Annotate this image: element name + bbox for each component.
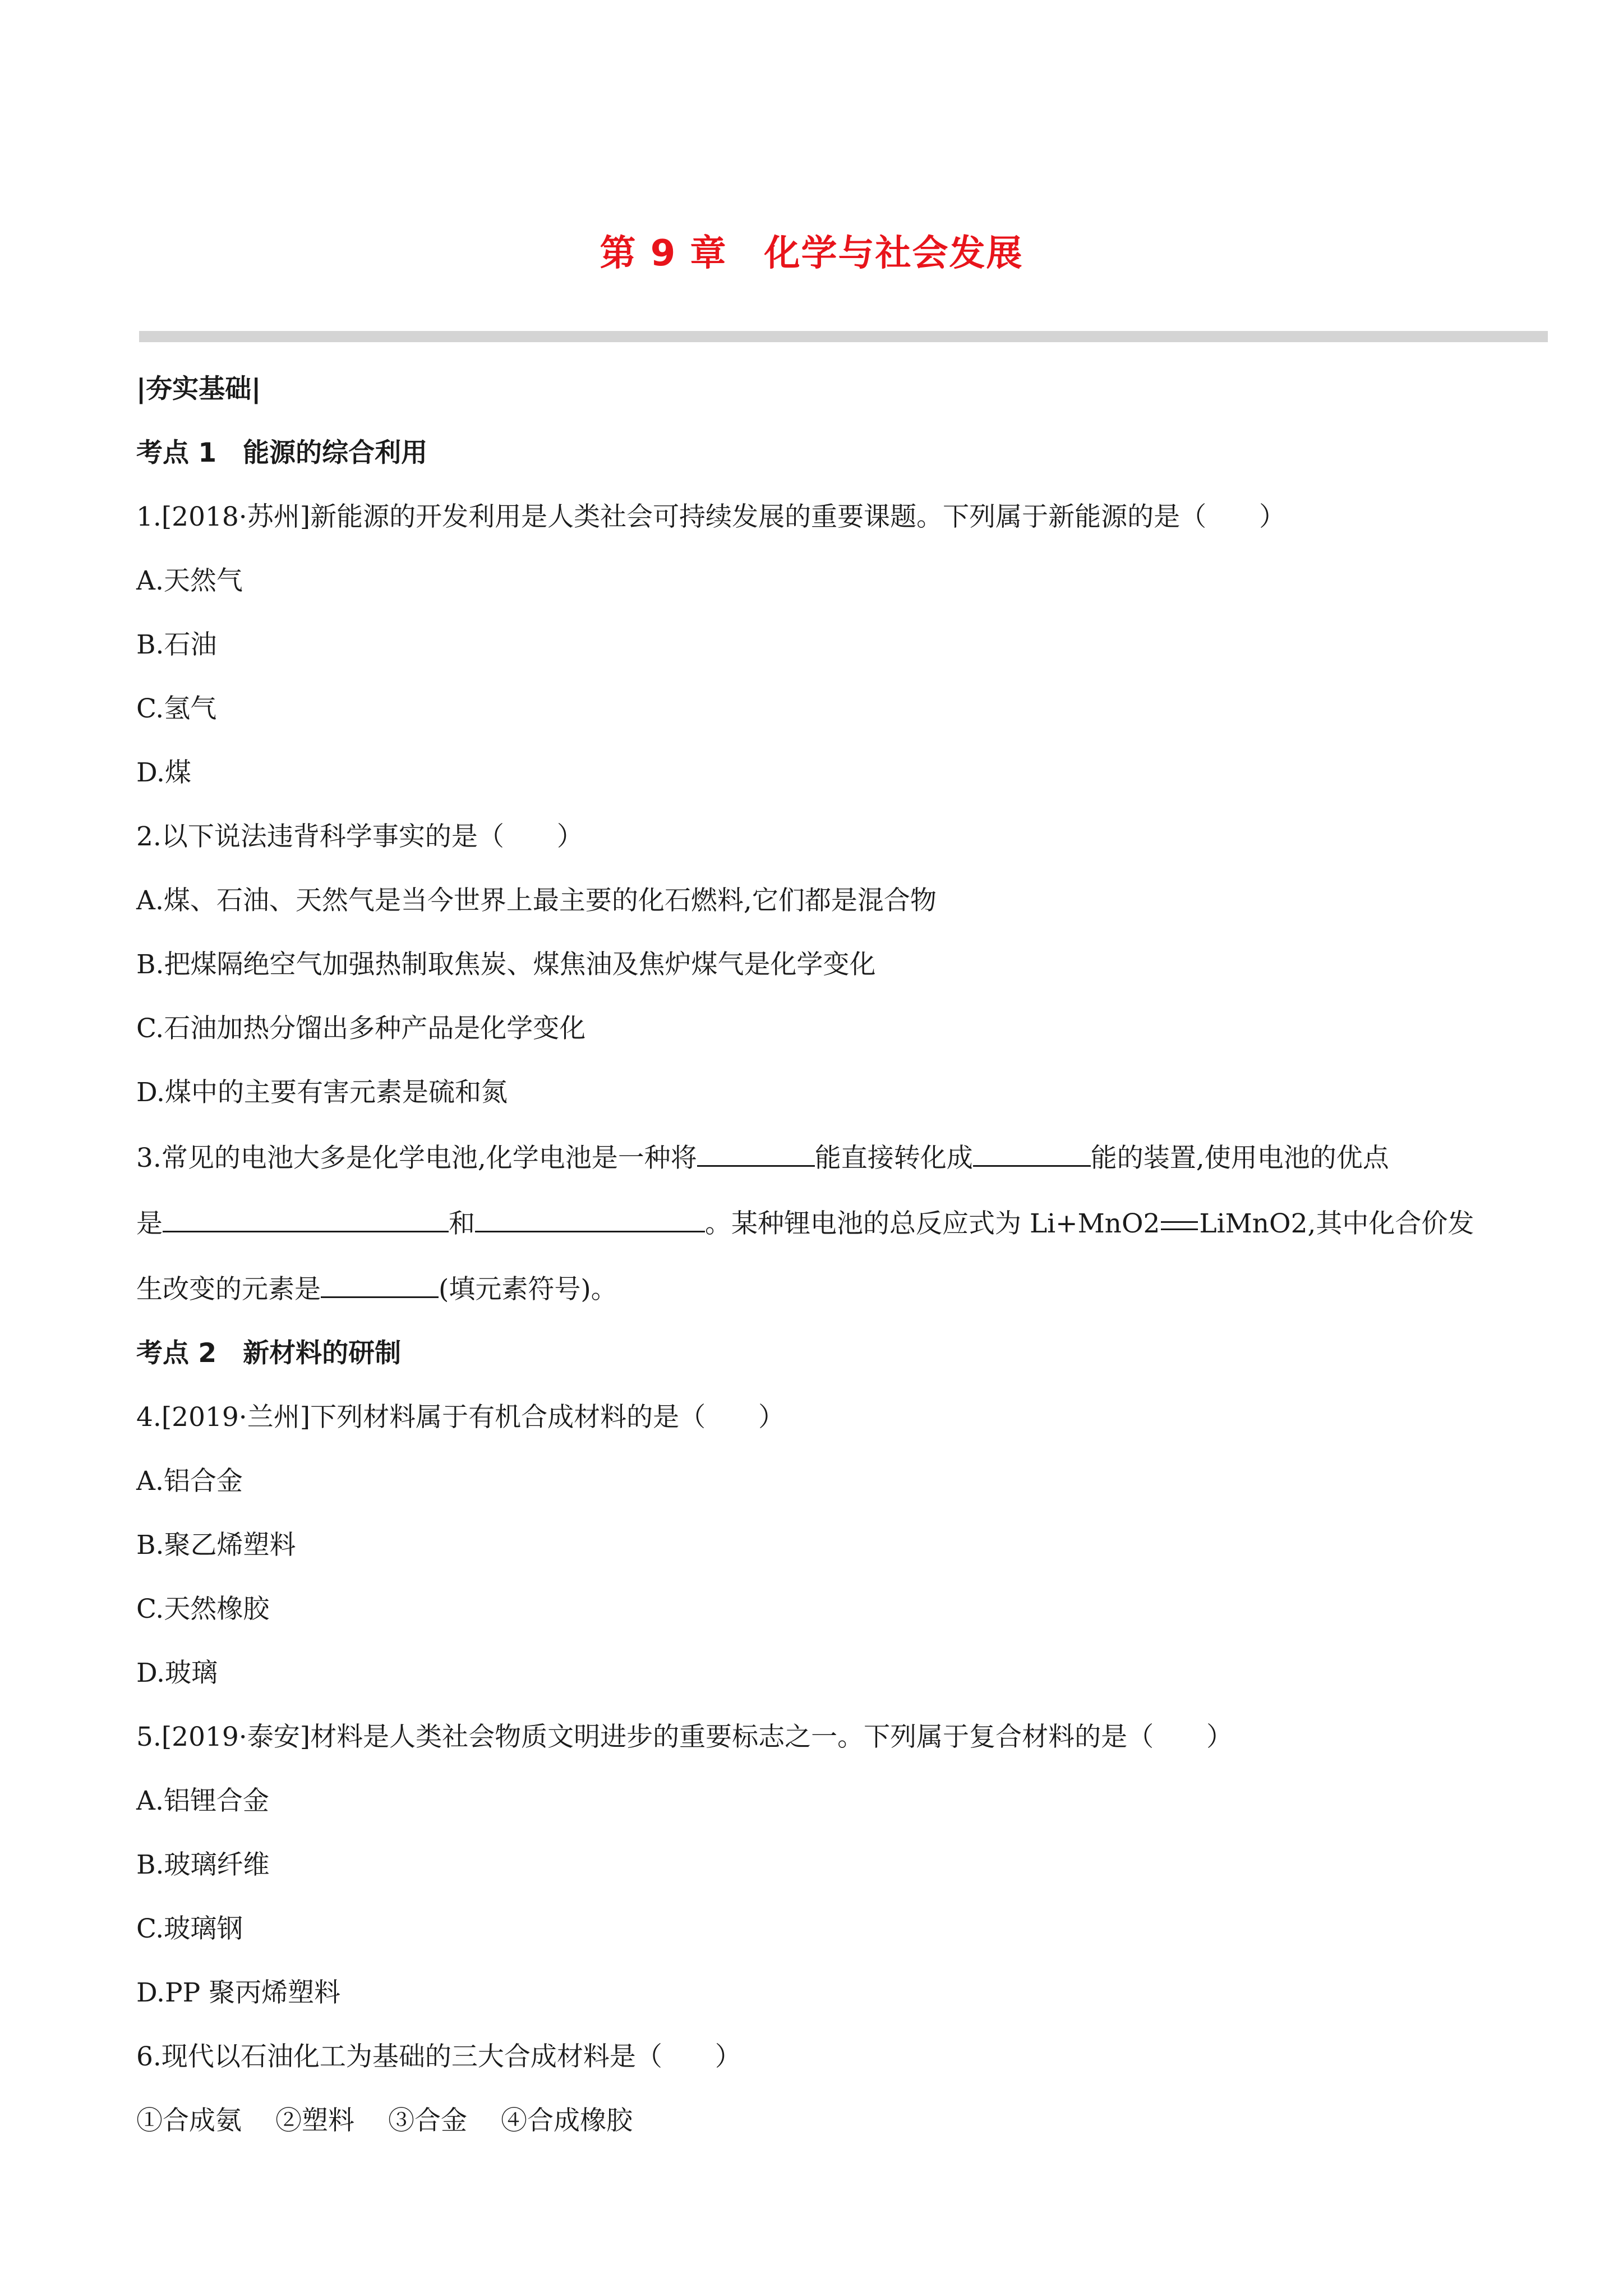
- question-6-stem: 6.现代以石油化工为基础的三大合成材料是（ ）: [136, 2041, 741, 2072]
- question-6-item: ①合成氨: [136, 2105, 242, 2136]
- question-3-row-3: [136, 1272, 1550, 1306]
- question-2-option-c: C.石油加热分馏出多种产品是化学变化: [136, 1013, 586, 1044]
- question-4-option-c: C.天然橡胶: [136, 1594, 270, 1625]
- question-3-text: 3.常见的电池大多是化学电池,化学电池是一种将: [136, 1143, 697, 1174]
- question-2-option-a: A.煤、石油、天然气是当今世界上最主要的化石燃料,它们都是混合物: [136, 885, 937, 916]
- question-3-text: 和: [449, 1208, 475, 1239]
- answer-blank[interactable]: [163, 1206, 449, 1232]
- question-5-stem: 5.[2019·泰安]材料是人类社会物质文明进步的重要标志之一。下列属于复合材料的是（ ）: [136, 1722, 1233, 1752]
- worksheet-body: [136, 373, 1550, 2169]
- question-5-option-b: B.玻璃纤维: [136, 1849, 270, 1880]
- question-2-option-d: D.煤中的主要有害元素是硫和氮: [136, 1077, 508, 1108]
- title-divider: [139, 331, 1548, 342]
- topic-heading-1: 考点 1 能源的综合利用: [136, 438, 428, 468]
- question-6-item: ②塑料: [275, 2105, 354, 2136]
- question-2-option-b: B.把煤隔绝空气加强热制取焦炭、煤焦油及焦炉煤气是化学变化: [136, 949, 876, 980]
- question-1-option-b: B.石油: [136, 629, 217, 660]
- question-4-option-a: A.铝合金: [136, 1466, 243, 1497]
- question-3-text: 是: [136, 1208, 163, 1239]
- question-4-stem: 4.[2019·兰州]下列材料属于有机合成材料的是（ ）: [136, 1402, 785, 1433]
- question-1-option-c: C.氢气: [136, 693, 217, 724]
- question-1-option-d: D.煤: [136, 757, 191, 788]
- question-6-item: ③合金: [388, 2105, 467, 2136]
- answer-blank[interactable]: [973, 1140, 1091, 1167]
- question-3-text: 。某种锂电池的总反应式为 Li+MnO2: [705, 1208, 1160, 1239]
- section-heading: |夯实基础|: [136, 374, 261, 404]
- question-3-row-2: [136, 1206, 1550, 1240]
- question-3-row-1: [136, 1140, 1550, 1175]
- question-1-stem: 1.[2018·苏州]新能源的开发利用是人类社会可持续发展的重要课题。下列属于新能源的是（ ）: [136, 501, 1286, 532]
- question-4-option-b: B.聚乙烯塑料: [136, 1530, 296, 1561]
- answer-blank[interactable]: [321, 1272, 439, 1298]
- question-5-option-d: D.PP 聚丙烯塑料: [136, 1977, 341, 2008]
- question-4-option-d: D.玻璃: [136, 1658, 218, 1688]
- question-3-text: 能直接转化成: [814, 1143, 973, 1174]
- question-3: [136, 1140, 1550, 1306]
- chapter-title: 第 9 章 化学与社会发展: [600, 233, 1023, 274]
- answer-blank[interactable]: [475, 1206, 705, 1232]
- question-5-option-a: A.铝锂合金: [136, 1786, 269, 1816]
- question-2-stem: 2.以下说法违背科学事实的是（ ）: [136, 821, 583, 852]
- question-6-item: ④合成橡胶: [501, 2105, 633, 2136]
- question-1-option-a: A.天然气: [136, 565, 243, 596]
- question-5-option-c: C.玻璃钢: [136, 1913, 243, 1944]
- question-3-text: (填元素符号)。: [439, 1274, 617, 1305]
- question-3-text: 生改变的元素是: [136, 1274, 321, 1305]
- question-3-text: LiMnO2,其中化合价发: [1199, 1208, 1474, 1239]
- question-6-items: [136, 2105, 1550, 2137]
- equals-sign: [1161, 1221, 1198, 1230]
- topic-heading-2: 考点 2 新材料的研制: [136, 1338, 402, 1369]
- answer-blank[interactable]: [697, 1140, 815, 1167]
- question-3-text: 能的装置,使用电池的优点: [1090, 1143, 1389, 1174]
